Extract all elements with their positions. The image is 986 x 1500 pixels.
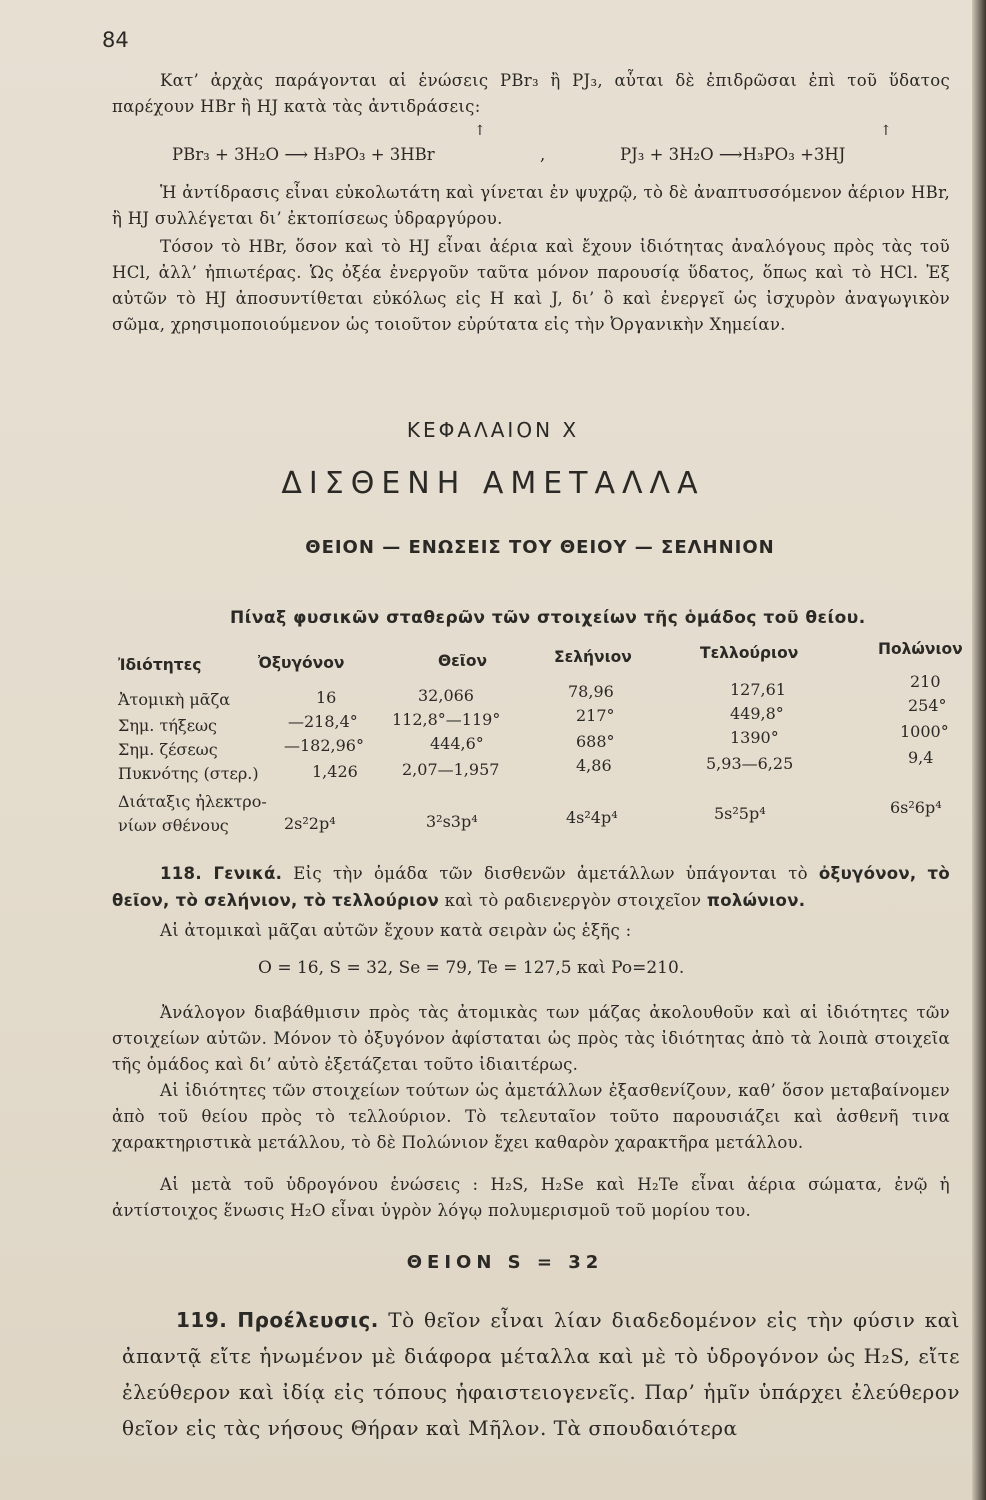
table-header: Τελλούριον bbox=[700, 644, 799, 662]
atomic-mass-line: Αἱ ἀτομικαὶ μᾶζαι αὐτῶν ἔχουν κατὰ σειρὰν ὡς ἑξῆς : bbox=[160, 921, 632, 940]
equation-hj: PJ₃ + 3H₂O ⟶H₃PO₃ +3HJ bbox=[620, 145, 846, 164]
page-edge-shadow bbox=[972, 0, 986, 1500]
section-118-text: Εἰς τὴν ὁμάδα τῶν δισθενῶν ἀμετάλλων ὑπάγονται τὸ bbox=[282, 864, 819, 883]
table-cell: 4s²4p⁴ bbox=[566, 808, 618, 827]
section-subtitle: ΘΕΙΟΝ — ΕΝΩΣΕΙΣ ΤΟΥ ΘΕΙΟΥ — ΣΕΛΗΝΙΟΝ bbox=[305, 537, 775, 558]
term-oxygen: ὀξυγόνον, bbox=[818, 864, 917, 883]
table-cell: 688° bbox=[576, 732, 615, 751]
table-header: Θεῖον bbox=[438, 652, 488, 670]
table-cell: 112,8°—119° bbox=[392, 710, 501, 729]
paragraph-properties: Τόσον τὸ HBr, ὅσον καὶ τὸ HJ εἶναι ἀέρια καὶ ἔχουν ἰδιότητας ἀναλόγους πρὸς τὰς τοῦ HCl, ἀλλ’ ἠπιωτέρας. Ὡς ὀξέα ἐνεργοῦν ταῦτα μόνον παρουσίᾳ ὕδατος, ὅπως καὶ τὸ HCl. Ἐξ αὐτῶν τὸ HJ ἀποσυντίθεται εὐκόλως εἰς H καὶ J, δι’ ὃ καὶ ἐνεργεῖ ὡς ἰσχυρὸν ἀναγωγικὸν σῶμα, χρησιμοποιούμενον ὡς τοιοῦτον εὐρύτατα εἰς τὴν Ὀργανικὴν Χημείαν. bbox=[112, 237, 950, 334]
paragraph-reaction: Ἡ ἀντίδρασις εἶναι εὐκολωτάτη καὶ γίνεται ἐν ψυχρῷ, τὸ δὲ ἀναπτυσσόμενον ἀέριον HBr, ἢ HJ συλλέγεται δι’ ἐκτοπίσεως ὑδραργύρου. bbox=[112, 183, 950, 228]
table-header: Ὀξυγόνον bbox=[258, 654, 345, 672]
table-cell: 5,93—6,25 bbox=[706, 754, 794, 773]
table-cell: —182,96° bbox=[284, 736, 364, 755]
equation-separator: , bbox=[540, 145, 546, 164]
table-cell: 1,426 bbox=[312, 762, 358, 781]
table-cell: Ἀτομικὴ μᾶζα bbox=[118, 690, 231, 709]
table-cell: 9,4 bbox=[908, 748, 934, 767]
chapter-title: ΔΙΣΘΕΝΗ ΑΜΕΤΑΛΛΑ bbox=[281, 466, 705, 501]
space bbox=[917, 864, 928, 883]
table-cell: 1390° bbox=[730, 728, 779, 747]
table-cell: Πυκνότης (στερ.) bbox=[118, 764, 259, 783]
term-polonium: πολώνιον. bbox=[706, 891, 806, 910]
table-cell: 4,86 bbox=[576, 756, 612, 775]
equation-hbr: PBr₃ + 3H₂O ⟶ H₃PO₃ + 3HBr bbox=[172, 145, 435, 164]
table-cell: 2,07—1,957 bbox=[402, 760, 500, 779]
table-cell: 3²s3p⁴ bbox=[426, 812, 478, 831]
table-cell: —218,4° bbox=[288, 712, 358, 731]
table-cell: 254° bbox=[908, 696, 947, 715]
section-119-text: Τὸ θεῖον εἶναι λίαν διαδεδομένον εἰς τὴν φύσιν καὶ ἀπαντᾷ εἴτε ἡνωμένον μὲ διάφορα μέταλλα καὶ μὲ τὸ ὑδρογόνον ὡς H₂S, εἴτε ἐλεύθερον καὶ ἰδίᾳ εἰς τόπους ἡφαιστειογενεῖς. Παρ’ ἡμῖν ὑπάρχει ἐλεύθερον θεῖον εἰς τὰς νήσους Θήραν καὶ Μῆλον. Τὰ σπουδαιότερα bbox=[122, 1308, 960, 1440]
table-cell: 32,066 bbox=[418, 686, 474, 705]
table-header: Ἰδιότητες bbox=[118, 656, 202, 674]
table-cell: 127,61 bbox=[730, 680, 786, 699]
table-cell: 210 bbox=[910, 672, 941, 691]
page-number: 84 bbox=[102, 28, 129, 52]
table-cell: Σημ. τήξεως bbox=[118, 716, 218, 735]
table-header: Σελήνιον bbox=[554, 648, 632, 666]
table-cell: 78,96 bbox=[568, 682, 614, 701]
section-title-sulfur: ΘΕΙΟΝ S = 32 bbox=[406, 1252, 604, 1273]
table-cell: νίων σθένους bbox=[118, 816, 229, 835]
table-cell: Διάταξις ἠλεκτρο- bbox=[118, 792, 267, 811]
section-119-paragraph bbox=[122, 1302, 960, 1446]
paragraph-gradation: Ἀνάλογον διαβάθμισιν πρὸς τὰς ἀτομικὰς των μάζας ἀκολουθοῦν καὶ αἱ ἰδιότητες τῶν στοιχείων αὐτῶν. Μόνον τὸ ὀξυγόνον ἀφίσταται ὡς πρὸς τὰς ἰδιότητας ἀπὸ τὰ λοιπὰ στοιχεῖα τῆς ὁμάδος καὶ δι’ αὐτὸ ἐξετάζεται τοῦτο ἰδιαιτέρως. bbox=[112, 1003, 950, 1074]
paragraph-hydrides: Αἱ μετὰ τοῦ ὑδρογόνου ἑνώσεις : H₂S, H₂Se καὶ H₂Te εἶναι ἀέρια σώματα, ἐνῷ ἡ ἀντίστοιχος ἕνωσις H₂O εἶναι ὑγρὸν λόγῳ πολυμερισμοῦ τοῦ μορίου του. bbox=[112, 1175, 950, 1220]
chapter-heading: ΚΕΦΑΛΑΙΟΝ Χ bbox=[406, 418, 580, 442]
gas-arrow-icon: ↑ bbox=[474, 123, 486, 139]
table-cell: 5s²5p⁴ bbox=[714, 804, 766, 823]
table-cell: 16 bbox=[316, 688, 337, 707]
gas-arrow-icon: ↑ bbox=[880, 123, 892, 139]
table-cell: 6s²6p⁴ bbox=[890, 798, 942, 817]
table-cell: 449,8° bbox=[730, 704, 784, 723]
section-118-intro bbox=[112, 860, 950, 914]
paragraph-metallic-character: Αἱ ἰδιότητες τῶν στοιχείων τούτων ὡς ἀμετάλλων ἐξασθενίζουν, καθ’ ὅσον μεταβαίνομεν ἀπὸ τοῦ θείου πρὸς τὸ τελλούριον. Τὸ τελευταῖον τοῦτο παρουσιάζει καὶ ἀσθενῆ τινα χαρακτηριστικὰ μετάλλου, τὸ δὲ Πολώνιον ἔχει καθαρὸν χαρακτῆρα μετάλλου. bbox=[112, 1081, 950, 1152]
section-119-number: 119. Προέλευσις. bbox=[176, 1308, 379, 1332]
section-118-text: καὶ τὸ ραδιενεργὸν στοιχεῖον bbox=[439, 891, 707, 910]
table-header: Πολώνιον bbox=[878, 640, 963, 658]
table-cell: 444,6° bbox=[430, 734, 484, 753]
table-cell: 217° bbox=[576, 706, 615, 725]
section-118-number: 118. Γενικά. bbox=[160, 864, 283, 883]
table-caption: Πίναξ φυσικῶν σταθερῶν τῶν στοιχείων τῆς ὁμάδος τοῦ θείου. bbox=[230, 608, 866, 628]
atomic-mass-formula: O = 16, S = 32, Se = 79, Te = 127,5 καὶ Po=210. bbox=[258, 958, 685, 978]
table-cell: 1000° bbox=[900, 722, 949, 741]
table-cell: 2s²2p⁴ bbox=[284, 814, 336, 833]
term-sulfur-selenium-tellurium: τὸ θεῖον, τὸ σελήνιον, τὸ τελλούριον bbox=[112, 864, 951, 910]
table-cell: Σημ. ζέσεως bbox=[118, 740, 218, 759]
intro-paragraph: Κατ’ ἀρχὰς παράγονται αἱ ἑνώσεις PBr₃ ἢ PJ₃, αὗται δὲ ἐπιδρῶσαι ἐπὶ τοῦ ὕδατος παρέχουν HBr ἢ HJ κατὰ τὰς ἀντιδράσεις: bbox=[112, 71, 950, 116]
properties-table bbox=[118, 640, 968, 850]
